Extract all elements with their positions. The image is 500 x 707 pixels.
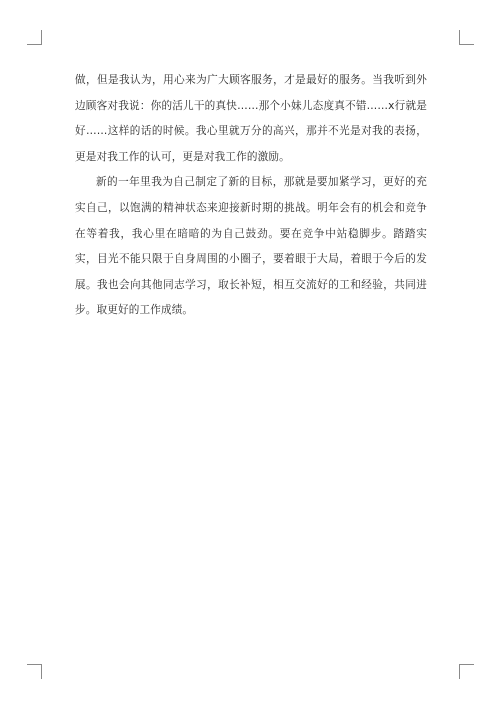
paragraph-2: 新的一年里我为自己制定了新的目标，那就是要加紧学习，更好的充实自己，以饱满的精神状态来迎接新时期的挑战。明年会有的机会和竞争在等着我，我心里在暗暗的为自己鼓劲。要在竞争中站稳脚步。踏踏实实，目光不能只限于自身周围的小圈子，要着眼于大局，着眼于今后的发展。我也会向其他同志学习，取长补短，相互交流好的工和经验，共同进步。取更好的工作成绩。	[75, 176, 427, 317]
document-body	[75, 68, 427, 324]
crop-mark-bottom-left	[27, 664, 42, 679]
paragraph-1: 做，但是我认为，用心来为广大顾客服务，才是最好的服务。当我听到外边顾客对我说：你的活儿干的真快……那个小妹儿态度真不错……x行就是好……这样的话的时候。我心里就万分的高兴，那并不光是对我的表扬，更是对我工作的认可，更是对我工作的激励。	[75, 74, 427, 163]
crop-mark-top-right	[459, 30, 474, 45]
crop-mark-top-left	[27, 30, 42, 45]
crop-mark-bottom-right	[459, 664, 474, 679]
